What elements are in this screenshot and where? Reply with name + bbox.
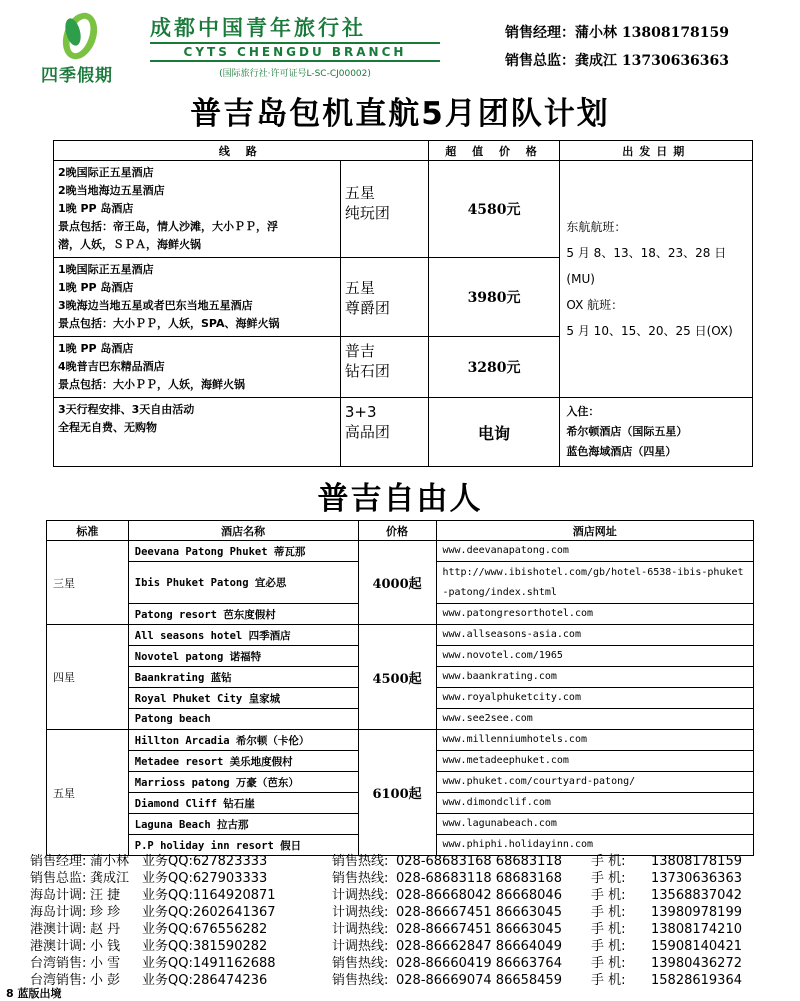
free-travel-hotel-table bbox=[46, 520, 754, 856]
license-number: (国际旅行社·许可证号L-SC-CJ00002) bbox=[219, 69, 371, 79]
hotel-price: 4500起 bbox=[358, 625, 436, 730]
hotel-url: www.deevanapatong.com bbox=[436, 541, 754, 562]
header-standard: 标准 bbox=[47, 521, 129, 541]
group-price: 3280元 bbox=[428, 337, 560, 398]
hotel-url: www.phuket.com/courtyard-patong/ bbox=[436, 772, 754, 793]
hotel-url: www.metadeephuket.com bbox=[436, 751, 754, 772]
hotel-name: Baankrating 蓝钻 bbox=[128, 667, 358, 688]
hotel-url: www.royalphuketcity.com bbox=[436, 688, 754, 709]
header-route: 线 路 bbox=[54, 141, 429, 161]
group-price: 3980元 bbox=[428, 258, 560, 337]
hotel-name: Laguna Beach 拉古那 bbox=[128, 814, 358, 835]
company-name-en: CYTS CHENGDU BRANCH bbox=[150, 42, 440, 62]
table-row bbox=[47, 730, 754, 751]
table-row bbox=[47, 541, 754, 562]
hotel-name: Marrioss patong 万豪（芭东） bbox=[128, 772, 358, 793]
charter-plan-title: 普吉岛包机直航5月团队计划 bbox=[190, 96, 610, 132]
header-hotel-name: 酒店名称 bbox=[128, 521, 358, 541]
route-description: 1晚国际正五星酒店 1晚 PP 岛酒店 3晚海边当地五星或者巴东当地五星酒店 景点包括：大小ＰＰ，人妖，SPA、海鲜火锅 bbox=[54, 258, 341, 337]
contact-row: 港澳计调: 小 钱 业务QQ:381590282 计调热线: 028-86662847 86664049 手 机: 15908140421 bbox=[30, 939, 742, 954]
hotel-standard: 四星 bbox=[47, 625, 129, 730]
sales-manager-contact: 销售经理：蒲小林 13808178159 bbox=[505, 25, 730, 41]
hotel-standard: 三星 bbox=[47, 541, 129, 625]
contact-row: 台湾销售: 小 雪 业务QQ:1491162688 销售热线: 028-86660419 86663764 手 机: 13980436272 bbox=[30, 956, 742, 971]
group-price: 4580元 bbox=[428, 161, 560, 258]
sales-director-contact: 销售总监：龚成江 13730636363 bbox=[505, 53, 730, 69]
hotel-name: Novotel patong 诺福特 bbox=[128, 646, 358, 667]
hotel-name: Diamond Cliff 钻石崖 bbox=[128, 793, 358, 814]
hotel-url: http://www.ibishotel.com/gb/hotel-6538-ibis-phuket-patong/index.shtml bbox=[436, 562, 754, 604]
header-departure: 出发日期 bbox=[560, 141, 753, 161]
group-type: 五星 尊爵团 bbox=[340, 258, 428, 337]
header-hotel-url: 酒店网址 bbox=[436, 521, 754, 541]
contact-row: 销售经理: 蒲小林 业务QQ:627823333 销售热线: 028-68683168 68683118 手 机: 13808178159 bbox=[30, 854, 742, 869]
table-row bbox=[54, 398, 753, 467]
logo-text: 四季假期 bbox=[41, 66, 113, 86]
free-travel-title: 普吉自由人 bbox=[317, 481, 483, 517]
hotel-name: All seasons hotel 四季酒店 bbox=[128, 625, 358, 646]
route-description: 3天行程安排、3天自由活动 全程无自费、无购物 bbox=[54, 398, 341, 467]
hotel-url: www.millenniumhotels.com bbox=[436, 730, 754, 751]
contact-row: 台湾销售: 小 彭 业务QQ:286474236 销售热线: 028-86669074 86658459 手 机: 15828619364 bbox=[30, 973, 742, 988]
charter-group-table bbox=[53, 140, 753, 467]
hotel-price: 4000起 bbox=[358, 541, 436, 625]
contact-list bbox=[30, 853, 790, 989]
hotel-name: Patong beach bbox=[128, 709, 358, 730]
hotel-url: www.patongresorthotel.com bbox=[436, 604, 754, 625]
hotel-name: Metadee resort 美乐地度假村 bbox=[128, 751, 358, 772]
hotel-url: www.baankrating.com bbox=[436, 667, 754, 688]
contact-row: 销售总监: 龚成江 业务QQ:627903333 销售热线: 028-68683118 68683168 手 机: 13730636363 bbox=[30, 871, 742, 886]
contact-row: 海岛计调: 汪 捷 业务QQ:1164920871 计调热线: 028-86668042 86668046 手 机: 13568837042 bbox=[30, 888, 742, 903]
hotel-url: www.lagunabeach.com bbox=[436, 814, 754, 835]
leaf-logo-icon bbox=[18, 6, 136, 64]
group-type: 五星 纯玩团 bbox=[340, 161, 428, 258]
hotel-name: Deevana Patong Phuket 蒂瓦那 bbox=[128, 541, 358, 562]
header-price: 价格 bbox=[358, 521, 436, 541]
hotel-name: Royal Phuket City 皇家城 bbox=[128, 688, 358, 709]
route-description: 1晚 PP 岛酒店 4晚普吉巴东精品酒店 景点包括：大小ＰＰ，人妖，海鲜火锅 bbox=[54, 337, 341, 398]
route-description: 2晚国际正五星酒店 2晚当地海边五星酒店 1晚 PP 岛酒店 景点包括：帝王岛，情人沙滩，大小ＰＰ，浮 潜，人妖，ＳＰＡ，海鲜火锅 bbox=[54, 161, 341, 258]
table-row bbox=[47, 625, 754, 646]
hotel-url: www.allseasons-asia.com bbox=[436, 625, 754, 646]
hotel-name: Hillton Arcadia 希尔顿（卡伦） bbox=[128, 730, 358, 751]
header-price: 超 值 价 格 bbox=[428, 141, 560, 161]
hotel-url: www.see2see.com bbox=[436, 709, 754, 730]
company-logo bbox=[18, 6, 136, 86]
group-type: 普吉 钻石团 bbox=[340, 337, 428, 398]
accommodation-info: 入住： 希尔顿酒店（国际五星） 蓝色海域酒店（四星） bbox=[560, 398, 753, 467]
table-row bbox=[54, 161, 753, 258]
page-footer: 8 蓝版出境 bbox=[6, 987, 62, 1000]
hotel-url: www.dimondclif.com bbox=[436, 793, 754, 814]
hotel-price: 6100起 bbox=[358, 730, 436, 856]
page-header bbox=[0, 0, 800, 88]
group-type: 3+3 高品团 bbox=[340, 398, 428, 467]
hotel-url: www.phiphi.holidayinn.com bbox=[436, 835, 754, 856]
group-price: 电询 bbox=[428, 398, 560, 467]
hotel-name: P.P holiday inn resort 假日 bbox=[128, 835, 358, 856]
hotel-url: www.novotel.com/1965 bbox=[436, 646, 754, 667]
hotel-standard: 五星 bbox=[47, 730, 129, 856]
contact-row: 港澳计调: 赵 丹 业务QQ:676556282 计调热线: 028-86667451 86663045 手 机: 13808174210 bbox=[30, 922, 742, 937]
hotel-name: Ibis Phuket Patong 宜必思 bbox=[128, 562, 358, 604]
hotel-name: Patong resort 芭东度假村 bbox=[128, 604, 358, 625]
company-name-cn: 成都中国青年旅行社 bbox=[150, 16, 366, 40]
departure-dates: 东航航班： 5 月 8、13、18、23、28 日(MU) OX 航班： 5 月 10、15、20、25 日(OX) bbox=[560, 161, 753, 398]
contact-row: 海岛计调: 珍 珍 业务QQ:2602641367 计调热线: 028-86667451 86663045 手 机: 13980978199 bbox=[30, 905, 742, 920]
